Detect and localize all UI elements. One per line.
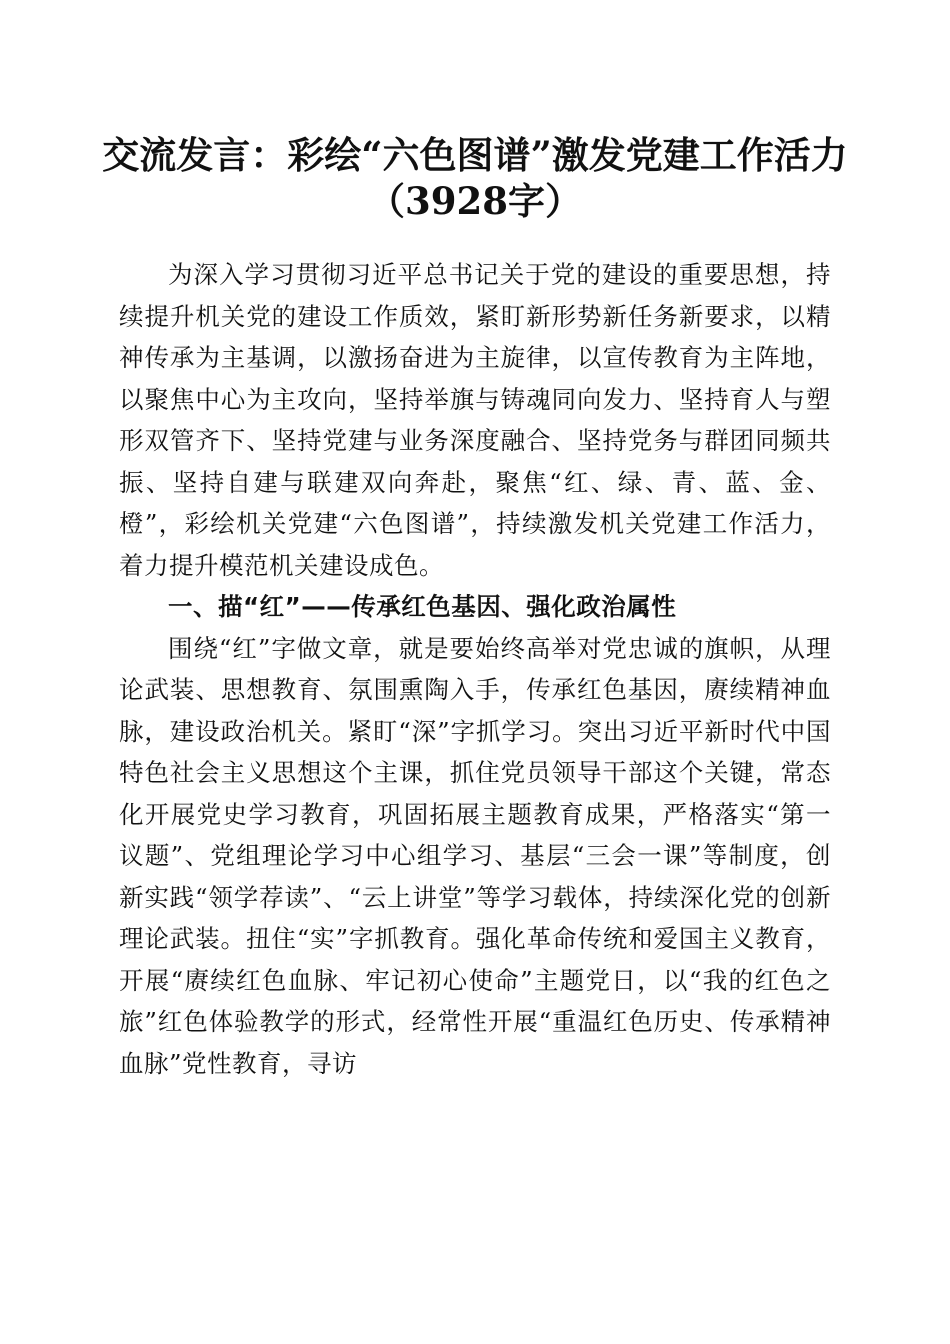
document-body: [119, 254, 831, 1084]
intro-paragraph: 为深入学习贯彻习近平总书记关于党的建设的重要思想，持续提升机关党的建设工作质效，紧盯新形势新任务新要求，以精神传承为主基调，以激扬奋进为主旋律，以宣传教育为主阵地，以聚焦中心为主攻向，坚持举旗与铸魂同向发力、坚持育人与塑形双管齐下、坚持党建与业务深度融合、坚持党务与群团同频共振、坚持自建与联建双向奔赴，聚焦“红、绿、青、蓝、金、橙”，彩绘机关党建“六色图谱”，持续激发机关党建工作活力，着力提升模范机关建设成色。: [119, 260, 831, 580]
section-1-heading: 一、描“红”——传承红色基因、强化政治属性: [168, 592, 677, 621]
section-1-paragraph: 围绕“红”字做文章，就是要始终高举对党忠诚的旗帜，从理论武装、思想教育、氛围熏陶入手，传承红色基因，赓续精神血脉，建设政治机关。紧盯“深”字抓学习。突出习近平新时代中国特色社会主义思想这个主课，抓住党员领导干部这个关键，常态化开展党史学习教育，巩固拓展主题教育成果，严格落实“第一议题”、党组理论学习中心组学习、基层“三会一课”等制度，创新实践“领学荐读”、“云上讲堂”等学习载体，持续深化党的创新理论武装。扭住“实”字抓教育。强化革命传统和爱国主义教育，开展“赓续红色血脉、牢记初心使命”主题党日，以“我的红色之旅”红色体验教学的形式，经常性开展“重温红色历史、传承精神血脉”党性教育，寻访: [119, 633, 831, 1078]
document-title: 交流发言：彩绘“六色图谱”激发党建工作活力（3928字）: [102, 133, 848, 223]
